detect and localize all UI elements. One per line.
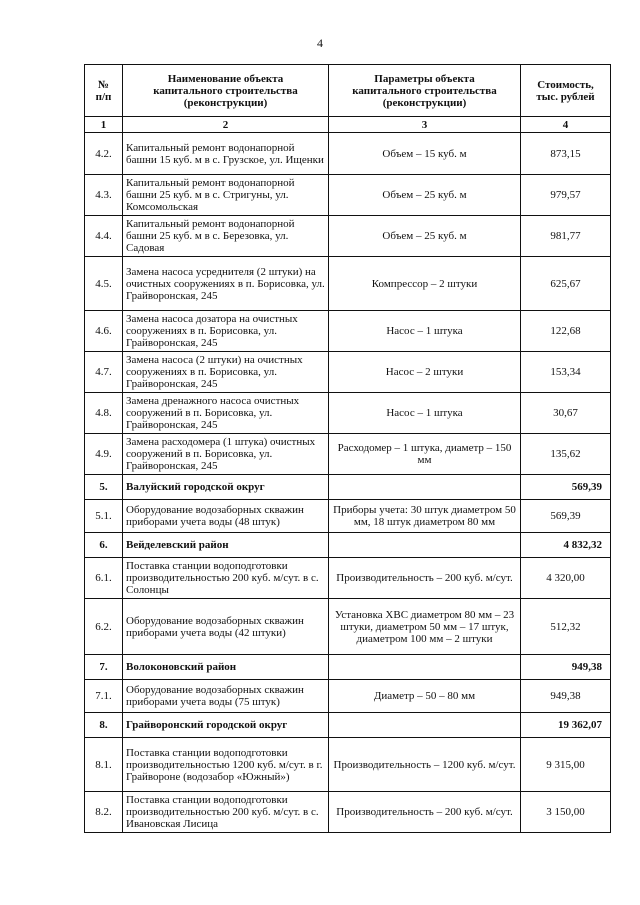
table-row	[85, 393, 611, 434]
column-number: 1	[85, 117, 123, 133]
object-parameters: Насос – 1 штука	[329, 393, 521, 434]
cost-value: 873,15	[521, 133, 611, 175]
table-row	[85, 792, 611, 833]
object-parameters: Насос – 1 штука	[329, 311, 521, 352]
object-name: Валуйский городской округ	[123, 475, 329, 500]
section-row	[85, 533, 611, 558]
cost-value: 512,32	[521, 599, 611, 655]
object-parameters: Установка ХВС диаметром 80 мм – 23 штуки, диаметром 50 мм – 17 штук, диаметром 100 мм – 2 штуки	[329, 599, 521, 655]
row-number: 4.5.	[85, 257, 123, 311]
row-number: 6.2.	[85, 599, 123, 655]
header-params-text: Параметры объекта капитального строительства (реконструкции)	[352, 72, 497, 109]
table-row	[85, 352, 611, 393]
cost-value: 30,67	[521, 393, 611, 434]
object-name: Поставка станции водоподготовки производительностью 1200 куб. м/сут. в г. Грайвороне (водозабор «Южный»)	[123, 738, 329, 792]
column-number: 2	[123, 117, 329, 133]
cost-value: 3 150,00	[521, 792, 611, 833]
cost-value: 4 320,00	[521, 558, 611, 599]
cost-value: 981,77	[521, 216, 611, 257]
row-number: 4.4.	[85, 216, 123, 257]
object-name: Оборудование водозаборных скважин приборами учета воды (42 штуки)	[123, 599, 329, 655]
row-number: 8.1.	[85, 738, 123, 792]
section-row	[85, 655, 611, 680]
row-number: 4.3.	[85, 175, 123, 216]
column-number: 4	[521, 117, 611, 133]
table-row	[85, 680, 611, 713]
object-parameters: Насос – 2 штуки	[329, 352, 521, 393]
object-name: Грайворонский городской округ	[123, 713, 329, 738]
section-row	[85, 475, 611, 500]
row-number: 4.9.	[85, 434, 123, 475]
cost-value: 979,57	[521, 175, 611, 216]
row-number: 8.2.	[85, 792, 123, 833]
object-name: Замена насоса (2 штуки) на очистных сооружениях в п. Борисовка, ул. Грайворонская, 245	[123, 352, 329, 393]
object-name: Замена расходомера (1 штука) очистных сооружений в п. Борисовка, ул. Грайворонская, 245	[123, 434, 329, 475]
object-parameters: Объем – 25 куб. м	[329, 175, 521, 216]
row-number: 6.	[85, 533, 123, 558]
column-numbers-row	[85, 117, 611, 133]
header-cost-text: Стоимость, тыс. рублей	[536, 78, 595, 103]
table-row	[85, 434, 611, 475]
page-number: 4	[317, 36, 323, 50]
row-number: 4.6.	[85, 311, 123, 352]
object-parameters: Расходомер – 1 штука, диаметр – 150 мм	[329, 434, 521, 475]
object-name: Капитальный ремонт водонапорной башни 25 куб. м в с. Стригуны, ул. Комсомольская	[123, 175, 329, 216]
row-number: 7.1.	[85, 680, 123, 713]
object-name: Замена насоса усреднителя (2 штуки) на очистных сооружениях в п. Борисовка, ул. Грайворонская, 245	[123, 257, 329, 311]
row-number: 8.	[85, 713, 123, 738]
object-name: Замена насоса дозатора на очистных сооружениях в п. Борисовка, ул. Грайворонская, 245	[123, 311, 329, 352]
object-name: Замена дренажного насоса очистных сооружений в п. Борисовка, ул. Грайворонская, 245	[123, 393, 329, 434]
header-cost	[521, 65, 611, 117]
header-name-text: Наименование объекта капитального строительства (реконструкции)	[153, 72, 298, 109]
table-row	[85, 216, 611, 257]
table-row	[85, 558, 611, 599]
cost-value: 949,38	[521, 655, 611, 680]
header-num	[85, 65, 123, 117]
cost-value: 135,62	[521, 434, 611, 475]
object-parameters: Объем – 15 куб. м	[329, 133, 521, 175]
object-parameters: Производительность – 1200 куб. м/сут.	[329, 738, 521, 792]
table-row	[85, 500, 611, 533]
row-number: 4.7.	[85, 352, 123, 393]
object-name: Капитальный ремонт водонапорной башни 15 куб. м в с. Грузское, ул. Ищенки	[123, 133, 329, 175]
table-row	[85, 311, 611, 352]
object-parameters: Производительность – 200 куб. м/сут.	[329, 792, 521, 833]
cost-value: 4 832,32	[521, 533, 611, 558]
cost-value: 569,39	[521, 500, 611, 533]
object-parameters	[329, 655, 521, 680]
header-row	[85, 65, 611, 117]
cost-value: 9 315,00	[521, 738, 611, 792]
header-params	[329, 65, 521, 117]
object-parameters	[329, 713, 521, 738]
object-name: Поставка станции водоподготовки производительностью 200 куб. м/сут. в с. Ивановская Лисица	[123, 792, 329, 833]
cost-value: 625,67	[521, 257, 611, 311]
row-number: 7.	[85, 655, 123, 680]
cost-value: 19 362,07	[521, 713, 611, 738]
table-body	[85, 117, 611, 833]
object-parameters	[329, 533, 521, 558]
object-name: Поставка станции водоподготовки производительностью 200 куб. м/сут. в с. Солонцы	[123, 558, 329, 599]
object-name: Капитальный ремонт водонапорной башни 25 куб. м в с. Березовка, ул. Садовая	[123, 216, 329, 257]
object-parameters: Объем – 25 куб. м	[329, 216, 521, 257]
row-number: 4.2.	[85, 133, 123, 175]
cost-value: 949,38	[521, 680, 611, 713]
object-parameters: Диаметр – 50 – 80 мм	[329, 680, 521, 713]
table-row	[85, 257, 611, 311]
cost-value: 569,39	[521, 475, 611, 500]
table-row	[85, 599, 611, 655]
capital-construction-table	[84, 64, 611, 833]
cost-value: 153,34	[521, 352, 611, 393]
object-name: Волоконовский район	[123, 655, 329, 680]
column-number: 3	[329, 117, 521, 133]
row-number: 6.1.	[85, 558, 123, 599]
row-number: 5.1.	[85, 500, 123, 533]
table-row	[85, 175, 611, 216]
row-number: 4.8.	[85, 393, 123, 434]
object-name: Вейделевский район	[123, 533, 329, 558]
section-row	[85, 713, 611, 738]
object-parameters: Компрессор – 2 штуки	[329, 257, 521, 311]
object-parameters	[329, 475, 521, 500]
row-number: 5.	[85, 475, 123, 500]
object-parameters: Приборы учета: 30 штук диаметром 50 мм, 18 штук диаметром 80 мм	[329, 500, 521, 533]
header-name	[123, 65, 329, 117]
object-parameters: Производительность – 200 куб. м/сут.	[329, 558, 521, 599]
cost-value: 122,68	[521, 311, 611, 352]
header-num-text: № п/п	[95, 78, 112, 103]
table-row	[85, 133, 611, 175]
table-row	[85, 738, 611, 792]
object-name: Оборудование водозаборных скважин приборами учета воды (75 штук)	[123, 680, 329, 713]
object-name: Оборудование водозаборных скважин приборами учета воды (48 штук)	[123, 500, 329, 533]
